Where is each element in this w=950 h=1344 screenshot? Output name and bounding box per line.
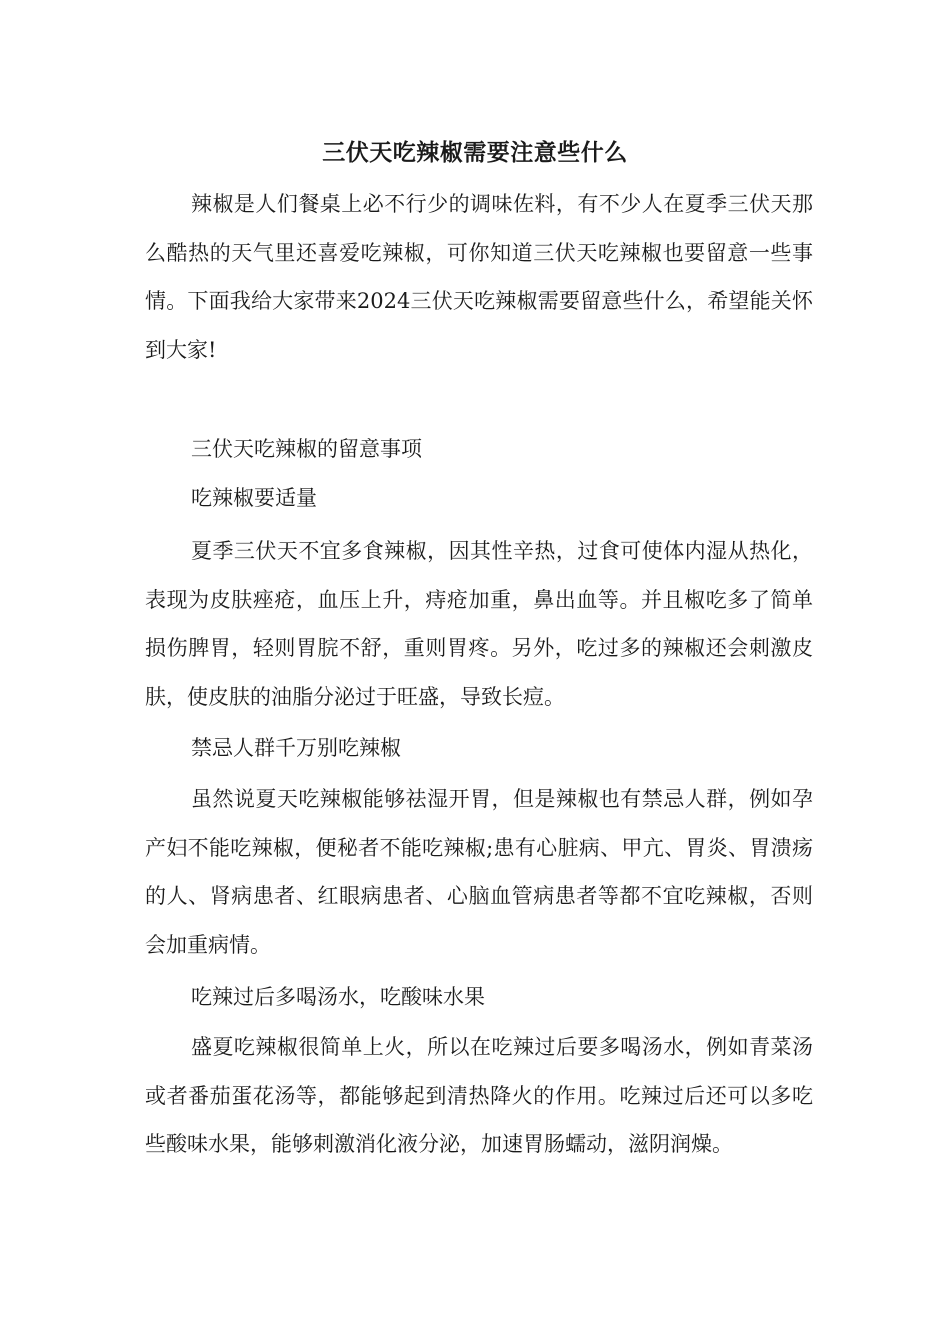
subheading-after-spicy: 吃辣过后多喝汤水，吃酸味水果 bbox=[191, 985, 485, 1009]
paragraph-moderation: 夏季三伏天不宜多食辣椒，因其性辛热，过食可使体内湿从热化，表现为皮肤痤疮，血压上升，痔疮加重，鼻出血等。并且椒吃多了简单损伤脾胃，轻则胃脘不舒，重则胃疼。另外，吃过多的辣椒还会刺激皮肤，使皮肤的油脂分泌过于旺盛，导致长痘。 bbox=[145, 539, 813, 709]
intro-paragraph: 辣椒是人们餐桌上必不行少的调味佐料，有不少人在夏季三伏天那么酷热的天气里还喜爱吃辣椒，可你知道三伏天吃辣椒也要留意一些事情。下面我给大家带来2024三伏天吃辣椒需要留意些什么，希望能关怀到大家! bbox=[145, 192, 813, 362]
section-heading: 三伏天吃辣椒的留意事项 bbox=[191, 437, 422, 461]
paragraph-avoid-groups: 虽然说夏天吃辣椒能够祛湿开胃，但是辣椒也有禁忌人群，例如孕产妇不能吃辣椒，便秘者不能吃辣椒;患有心脏病、甲亢、胃炎、胃溃疡的人、肾病患者、红眼病患者、心脑血管病患者等都不宜吃辣椒，否则会加重病情。 bbox=[145, 787, 813, 957]
paragraph-after-spicy: 盛夏吃辣椒很简单上火，所以在吃辣过后要多喝汤水，例如青菜汤或者番茄蛋花汤等，都能够起到清热降火的作用。吃辣过后还可以多吃些酸味水果，能够刺激消化液分泌，加速胃肠蠕动，滋阴润燥。 bbox=[145, 1035, 813, 1156]
subheading-moderation: 吃辣椒要适量 bbox=[191, 486, 317, 510]
subheading-avoid-groups: 禁忌人群千万别吃辣椒 bbox=[191, 736, 401, 760]
document-title: 三伏天吃辣椒需要注意些什么 bbox=[322, 139, 628, 166]
